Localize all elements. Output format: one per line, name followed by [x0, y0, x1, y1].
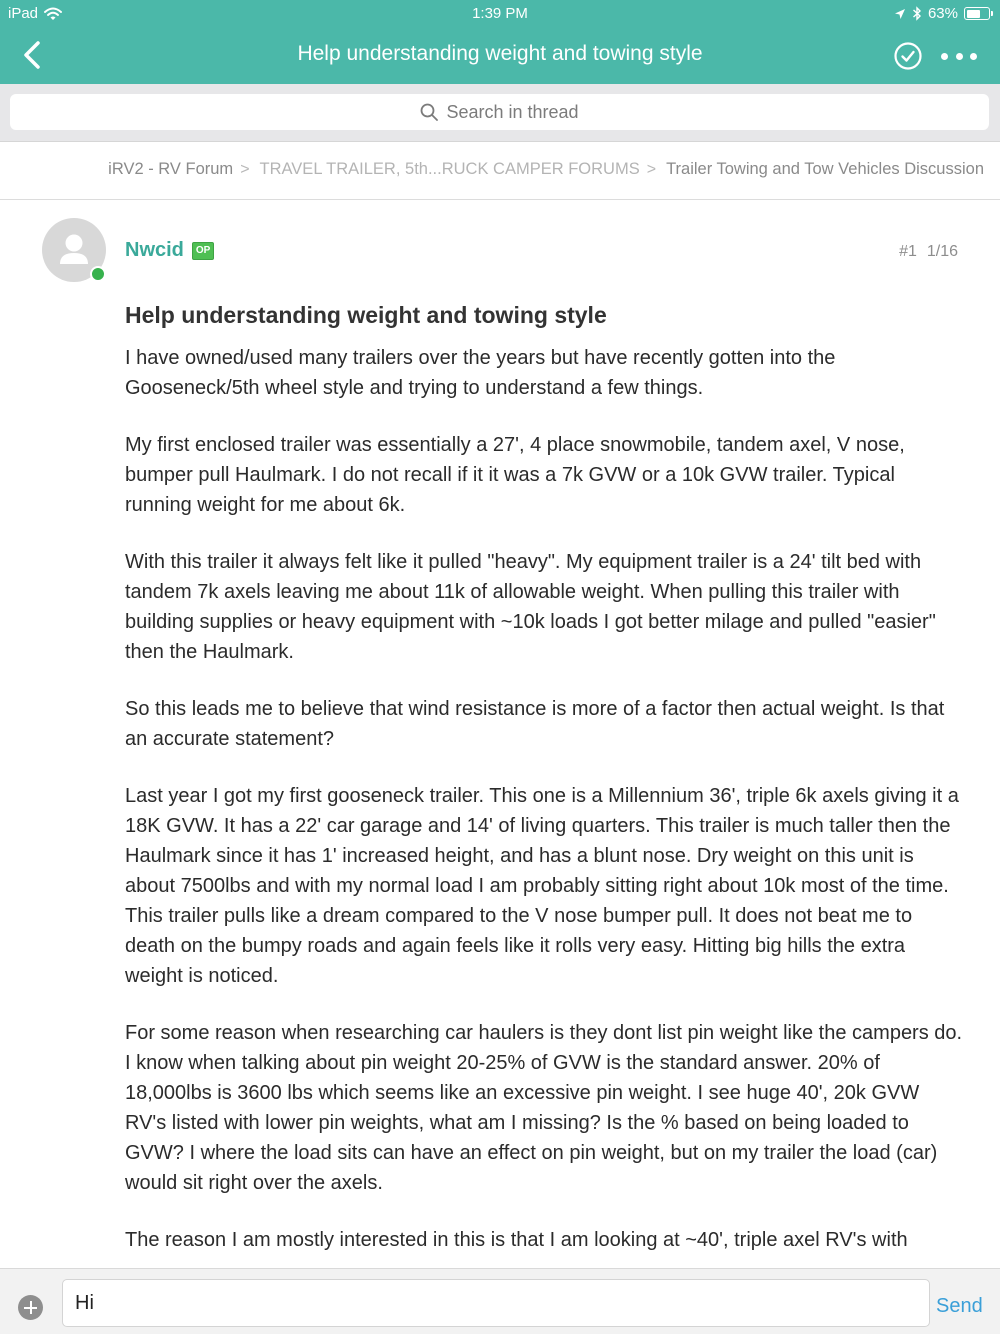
post-paragraph: For some reason when researching car haulers is they dont list pin weight like the campers do. I know when talking about pin weight 20-25% of GVW is the standard answer. 20% of 18,000lbs is 3600 lbs which seems like an excessive pin weight. I see huge 40', 20k GVW RV's listed with lower pin weights, what am I missing? Is the % based on being loaded to GVW? I where the load sits can have an effect on pin weight, but on my trailer the load (car) would sit right over the axels. [125, 1022, 963, 1194]
search-icon [420, 103, 438, 121]
post-number [899, 243, 958, 261]
post-title: Help understanding weight and towing style [125, 302, 607, 328]
post-paragraph: The reason I am mostly interested in this is that I am looking at ~40', triple axel RV's with [125, 1229, 908, 1251]
chevron-right-icon: > [646, 160, 657, 178]
breadcrumb-items [108, 160, 984, 179]
status-right [894, 5, 990, 22]
search-bar [0, 84, 1000, 142]
post-paragraph: With this trailer it always felt like it pulled "heavy". My equipment trailer is a 24' tilt bed with tandem 7k axels leaving me about 11k of allowable weight. When pulling this trailer with building supplies or heavy equipment with ~10k loads I got better milage and pulled "easier" then the Haulmark. [125, 551, 936, 663]
breadcrumb [0, 142, 1000, 200]
breadcrumb-item-category[interactable]: TRAVEL TRAILER, 5th...RUCK CAMPER FORUMS [259, 160, 640, 178]
check-circle-icon[interactable] [892, 40, 924, 72]
post-position: 1/16 [926, 243, 958, 260]
breadcrumb-item-subforum[interactable]: Trailer Towing and Tow Vehicles Discussion [666, 160, 984, 178]
location-arrow-icon [894, 8, 906, 20]
device-label: iPad [8, 5, 39, 22]
bluetooth-icon [912, 6, 922, 21]
dot [941, 53, 948, 60]
online-indicator [90, 266, 106, 282]
more-options-icon[interactable] [938, 44, 980, 68]
reply-input[interactable] [62, 1279, 930, 1327]
dot [970, 53, 977, 60]
post-body [125, 343, 965, 1268]
op-badge: OP [192, 242, 214, 260]
top-bar [0, 0, 1000, 84]
search-input[interactable] [10, 94, 989, 130]
chevron-right-icon: > [240, 160, 250, 178]
dot [956, 53, 963, 60]
nav-bar [0, 28, 1000, 84]
breadcrumb-item-forum[interactable]: iRV2 - RV Forum [108, 160, 234, 178]
back-arrow-icon[interactable] [18, 38, 50, 72]
reply-composer [0, 1268, 1000, 1334]
send-button[interactable]: Send [936, 1295, 983, 1317]
battery-percent: 63% [927, 5, 958, 22]
author [125, 239, 214, 262]
status-bar [0, 0, 1000, 28]
status-time: 1:39 PM [472, 5, 528, 22]
battery-fill [967, 10, 980, 18]
post-paragraph: Last year I got my first gooseneck trailer. This one is a Millennium 36', triple 6k axels giving it a 18K GVW. It has a 22' car garage and 14' of living quarters. This trailer is much taller then the Haulmark since it has 1' increased height, and has a blunt nose. Dry weight on this unit is about 7500lbs and with my normal load I am probably sitting right about 10k most of the time. This trailer pulls like a dream compared to the V nose bumper pull. It does not beat me to death on the bumpy roads and again feels like it rolls very easy. Hitting big hills the extra weight is noticed. [125, 785, 959, 987]
post-paragraph: My first enclosed trailer was essentially a 27', 4 place snowmobile, tandem axel, V nose, bumper pull Haulmark. I do not recall if it it was a 7k GVW or a 10k GVW trailer. Typical running weight for me about 6k. [125, 434, 905, 516]
add-attachment-icon[interactable] [18, 1295, 43, 1320]
author-name[interactable]: Nwcid [125, 239, 184, 261]
post-index: #1 [899, 243, 917, 260]
post-paragraph: I have owned/used many trailers over the years but have recently gotten into the Gooseneck/5th wheel style and trying to understand a few things. [125, 347, 836, 399]
post-paragraph: So this leads me to believe that wind resistance is more of a factor then actual weight. Is that an accurate statement? [125, 698, 945, 750]
battery-icon [964, 7, 990, 20]
search-placeholder: Search in thread [446, 101, 579, 122]
thread-title: Help understanding weight and towing style [297, 42, 703, 65]
post [0, 200, 1000, 1268]
